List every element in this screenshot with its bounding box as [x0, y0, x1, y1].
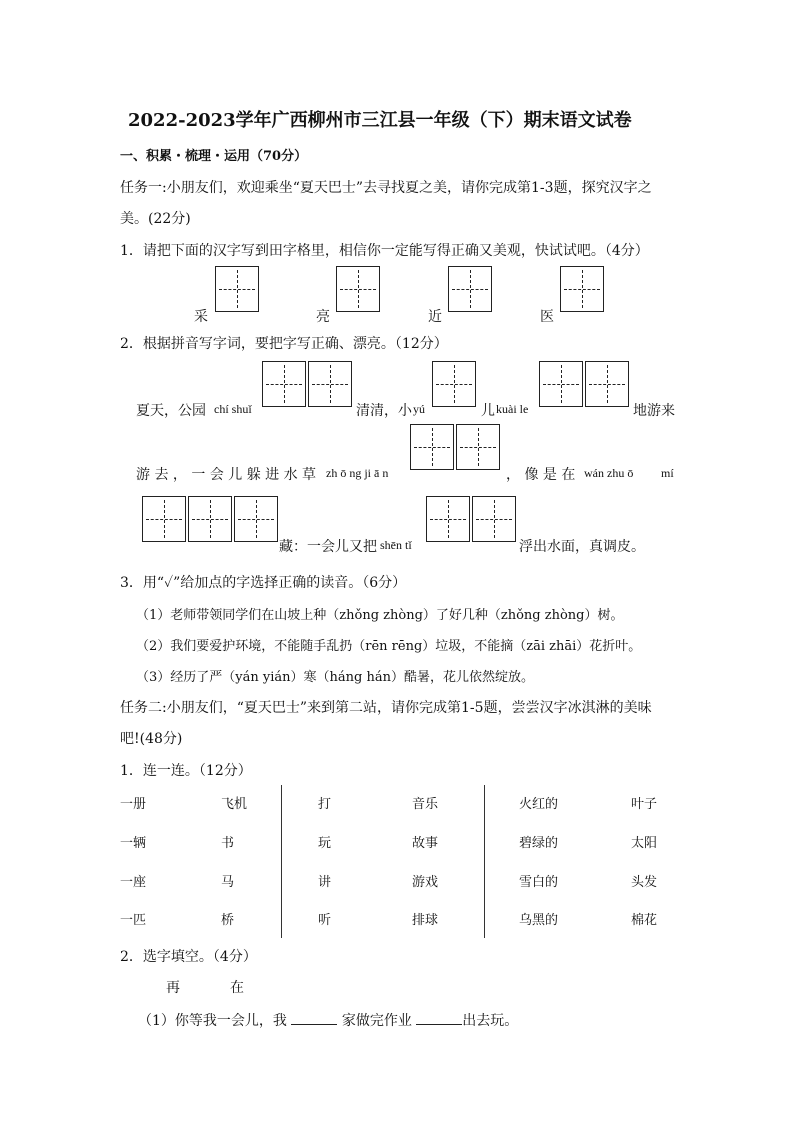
q3-item: （1）老师带领同学们在山坡上种（zhǒng zhòng）了好几种（zhǒng zhòng）树。: [136, 608, 624, 623]
tianzi-grid-cell[interactable]: [539, 361, 583, 407]
sentence-text: 家做完作业: [341, 1013, 412, 1029]
page-title: 2022-2023学年广西柳州市三江县一年级（下）期末语文试卷: [128, 110, 632, 131]
match-item[interactable]: 棉花: [631, 913, 658, 928]
task1-intro-line1: 任务一:小朋友们，欢迎乘坐“夏天巴士”去寻找夏之美，请你完成第1-3题，探究汉字之: [120, 180, 652, 196]
sentence-text: 出去玩。: [462, 1013, 519, 1029]
tianzi-grid-cell[interactable]: [560, 266, 604, 312]
column-divider: [484, 785, 485, 938]
q2-prompt: 2．根据拼音写字词，要把字写正确、漂亮。（12分）: [120, 336, 448, 352]
match-item[interactable]: 一册: [120, 797, 147, 812]
task2-intro-line2: 吧!(48分): [120, 731, 183, 747]
tianzi-grid-cell[interactable]: [426, 496, 470, 542]
tianzi-grid-cell[interactable]: [262, 361, 306, 407]
match-item[interactable]: 太阳: [631, 836, 658, 851]
tianzi-grid-cell[interactable]: [410, 424, 454, 470]
pinyin: chí shuǐ: [214, 402, 252, 416]
match-item[interactable]: 头发: [631, 875, 658, 890]
pinyin: mí: [661, 466, 674, 480]
tianzi-grid-cell[interactable]: [432, 361, 476, 407]
q1-char-4: 医: [540, 309, 554, 325]
q3-item: （3）经历了严（yán yián）寒（háng hán）酷暑，花儿依然绽放。: [136, 670, 534, 685]
q5-prompt: 2．选字填空。（4分）: [120, 949, 257, 965]
tianzi-grid-cell[interactable]: [308, 361, 352, 407]
match-item[interactable]: 雪白的: [519, 875, 559, 890]
sentence-text: （1）你等我一会儿，我: [138, 1013, 287, 1029]
match-item[interactable]: 飞机: [221, 797, 248, 812]
match-item[interactable]: 排球: [412, 913, 439, 928]
tianzi-grid-cell[interactable]: [456, 424, 500, 470]
match-item[interactable]: 打: [318, 797, 332, 812]
fill-blank[interactable]: [416, 1010, 462, 1025]
match-item[interactable]: 游戏: [412, 875, 439, 890]
match-item[interactable]: 一座: [120, 875, 147, 890]
q2-text: 地游来: [633, 403, 675, 419]
match-item[interactable]: 桥: [221, 913, 235, 928]
q2-text: ， 像 是 在: [506, 467, 576, 483]
tianzi-grid-cell[interactable]: [336, 266, 380, 312]
tianzi-grid-cell[interactable]: [142, 496, 186, 542]
pinyin: shēn tǐ: [380, 538, 412, 552]
tianzi-grid-cell[interactable]: [472, 496, 516, 542]
section-heading: 一、积累・梳理・运用（70分）: [120, 149, 308, 164]
q2-text: 儿: [481, 403, 495, 419]
match-item[interactable]: 一匹: [120, 913, 147, 928]
q3-prompt: 3．用“✓”给加点的字选择正确的读音。（6分）: [120, 575, 407, 591]
pinyin: wán zhu ō: [584, 466, 634, 480]
match-item[interactable]: 马: [221, 875, 235, 890]
q5-sentence: [138, 1010, 518, 1030]
match-item[interactable]: 叶子: [631, 797, 658, 812]
q2-text: 夏天，公园: [136, 403, 206, 419]
q1-char-2: 亮: [316, 309, 330, 325]
column-divider: [281, 785, 282, 938]
fill-blank[interactable]: [291, 1010, 337, 1025]
tianzi-grid-cell[interactable]: [234, 496, 278, 542]
match-item[interactable]: 碧绿的: [519, 836, 559, 851]
task2-intro-line1: 任务二:小朋友们，“夏天巴士”来到第二站，请你完成第1-5题，尝尝汉字冰淇淋的美味: [120, 700, 652, 716]
match-item[interactable]: 听: [318, 913, 332, 928]
task1-intro-line2: 美。(22分): [120, 211, 191, 227]
match-item[interactable]: 火红的: [519, 797, 559, 812]
q3-item: （2）我们要爱护环境，不能随手乱扔（rēn rēng）垃圾，不能摘（zāi zhāi）花折叶。: [136, 639, 642, 654]
match-item[interactable]: 讲: [318, 875, 332, 890]
choice-char: 再: [166, 980, 180, 996]
q2-text: 游 去 ， 一 会 儿 躲 进 水 草: [136, 467, 317, 483]
tianzi-grid-cell[interactable]: [188, 496, 232, 542]
tianzi-grid-cell[interactable]: [215, 266, 259, 312]
q1-char-3: 近: [428, 309, 442, 325]
match-item[interactable]: 一辆: [120, 836, 147, 851]
choice-char: 在: [230, 980, 244, 996]
match-item[interactable]: 故事: [412, 836, 439, 851]
match-item[interactable]: 书: [221, 836, 235, 851]
pinyin: yú: [413, 402, 425, 416]
q1-prompt: 1．请把下面的汉字写到田字格里，相信你一定能写得正确又美观，快试试吧。（4分）: [120, 243, 649, 259]
q2-text: 浮出水面，真调皮。: [519, 539, 645, 555]
q1-char-1: 采: [194, 309, 208, 325]
q2-text: 藏：一会儿又把: [279, 539, 377, 555]
q2-text: 清清，小: [356, 403, 412, 419]
match-item[interactable]: 玩: [318, 836, 332, 851]
pinyin: zh ō ng ji ā n: [326, 466, 389, 480]
q4-prompt: 1．连一连。（12分）: [120, 763, 252, 779]
match-item[interactable]: 乌黑的: [519, 913, 559, 928]
pinyin: kuài le: [496, 402, 529, 416]
match-item[interactable]: 音乐: [412, 797, 439, 812]
tianzi-grid-cell[interactable]: [448, 266, 492, 312]
tianzi-grid-cell[interactable]: [585, 361, 629, 407]
